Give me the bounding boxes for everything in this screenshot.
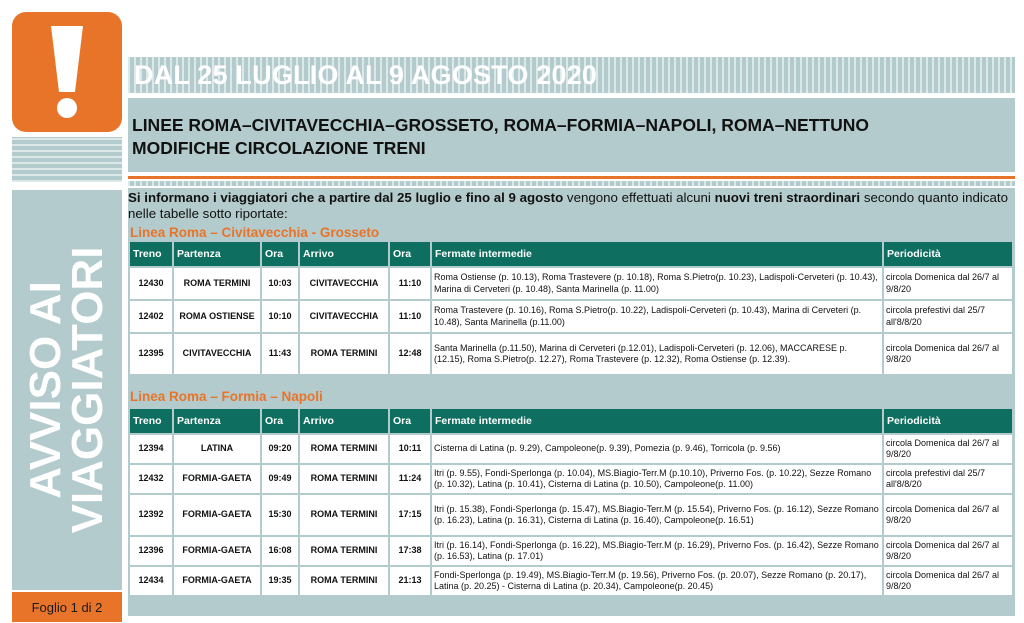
ora-partenza: 09:49	[262, 465, 298, 493]
treno: 12394	[130, 435, 172, 463]
intro-bold-2: nuovi treni straordinari	[714, 190, 861, 205]
partenza: FORMIA-GAETA	[174, 537, 260, 565]
table-civitavecchia	[128, 240, 1014, 376]
partenza: FORMIA-GAETA	[174, 495, 260, 535]
table-napoli	[128, 407, 1014, 597]
partenza: ROMA TERMINI	[174, 268, 260, 299]
col-fermate: Fermate intermedie	[432, 242, 882, 266]
periodicita: circola Domenica dal 26/7 al 9/8/20	[884, 334, 1012, 374]
intro-bold-1: Si informano i viaggiatori che a partire dal 25 luglio e fino al 9 agosto	[128, 190, 564, 205]
fermate: Itri (p. 9.55), Fondi-Sperlonga (p. 10.04), MS.Biagio-Terr.M (p.10.10), Priverno Fos. (p. 10.22), Sezze Romano (p. 10.32), Latina (p. 10.41), Cisterna di Latina (p. 10.50), Campoleone(p. 11.00)	[432, 465, 882, 493]
treno: 12392	[130, 495, 172, 535]
arrivo: ROMA TERMINI	[300, 537, 388, 565]
periodicita: circola Domenica dal 26/7 al 9/8/20	[884, 435, 1012, 463]
line-title-napoli: Linea Roma – Formia – Napoli	[130, 389, 323, 404]
ora-arrivo: 17:38	[390, 537, 430, 565]
periodicita: circola prefestivi dal 25/7 all'8/8/20	[884, 301, 1012, 332]
table-row	[130, 301, 1012, 332]
ora-partenza: 16:08	[262, 537, 298, 565]
partenza: FORMIA-GAETA	[174, 465, 260, 493]
table-header	[130, 409, 1012, 433]
arrivo: CIVITAVECCHIA	[300, 268, 388, 299]
arrivo: ROMA TERMINI	[300, 435, 388, 463]
ora-partenza: 09:20	[262, 435, 298, 463]
treno: 12432	[130, 465, 172, 493]
vertical-text-line2: VIAGGIATORI	[63, 246, 112, 534]
col-arrivo: Arrivo	[300, 409, 388, 433]
col-ora-arrivo: Ora	[390, 242, 430, 266]
left-stripes	[12, 137, 122, 182]
fermate: Fondi-Sperlonga (p. 19.49), MS.Biagio-Terr.M (p. 19.56), Priverno Fos. (p. 20.07), Sezze Romano (p. 20.17), Latina (p. 20.25) - Cisterna di Latina (p. 20.34), Campoleone(p. 20.45)	[432, 567, 882, 595]
ora-partenza: 15:30	[262, 495, 298, 535]
periodicita: circola prefestivi dal 25/7 all'8/8/20	[884, 465, 1012, 493]
vertical-banner-text	[21, 195, 112, 585]
subtitle-line2: MODIFICHE CIRCOLAZIONE TRENI	[132, 138, 426, 158]
periodicita: circola Domenica dal 26/7 al 9/8/20	[884, 495, 1012, 535]
table-row	[130, 567, 1012, 595]
fermate: Itri (p. 15.38), Fondi-Sperlonga (p. 15.47), MS.Biagio-Terr.M (p. 15.54), Priverno Fos. (p. 16.12), Sezze Romano (p. 16.23), Latina (p. 16.31), Cisterna di Latina (p. 16.40), Campoleone(p. 16.51)	[432, 495, 882, 535]
exclamation-icon	[37, 22, 97, 122]
fermate: Roma Trastevere (p. 10.16), Roma S.Pietro(p. 10.22), Ladispoli-Cerveteri (p. 10.43), Marina di Cerveteri (p. 10.48), Santa Marinella (p.11.00)	[432, 301, 882, 332]
partenza: CIVITAVECCHIA	[174, 334, 260, 374]
arrivo: ROMA TERMINI	[300, 334, 388, 374]
page-title: DAL 25 LUGLIO AL 9 AGOSTO 2020	[134, 60, 598, 90]
periodicita: circola Domenica dal 26/7 al 9/8/20	[884, 537, 1012, 565]
treno: 12434	[130, 567, 172, 595]
col-arrivo: Arrivo	[300, 242, 388, 266]
col-periodicita: Periodicità	[884, 242, 1012, 266]
treno: 12396	[130, 537, 172, 565]
line-title-civitavecchia: Linea Roma – Civitavecchia - Grosseto	[130, 225, 380, 240]
col-periodicita: Periodicità	[884, 409, 1012, 433]
divider-stripes	[128, 181, 1015, 186]
vertical-text-line1: AVVISO AI	[21, 281, 70, 499]
col-treno: Treno	[130, 409, 172, 433]
ora-arrivo: 11:24	[390, 465, 430, 493]
ora-arrivo: 11:10	[390, 268, 430, 299]
table-row	[130, 435, 1012, 463]
periodicita: circola Domenica dal 26/7 al 9/8/20	[884, 268, 1012, 299]
subtitle-band	[128, 98, 1015, 172]
fermate: Roma Ostiense (p. 10.13), Roma Trastevere (p. 10.18), Roma S.Pietro(p. 10.23), Ladispoli-Cerveteri (p. 10.43), Marina di Cerveteri (p. 10.48), Santa Marinella (p. 11.00)	[432, 268, 882, 299]
intro-text-2: vengono effettuati alcuni	[563, 190, 715, 205]
arrivo: ROMA TERMINI	[300, 567, 388, 595]
subtitle	[132, 114, 869, 160]
col-fermate: Fermate intermedie	[432, 409, 882, 433]
ora-arrivo: 21:13	[390, 567, 430, 595]
fermate: Cisterna di Latina (p. 9.29), Campoleone(p. 9.39), Pomezia (p. 9.46), Torricola (p. 9.56)	[432, 435, 882, 463]
arrivo: ROMA TERMINI	[300, 495, 388, 535]
fermate: Santa Marinella (p.11.50), Marina di Cerveteri (p.12.01), Ladispoli-Cerveteri (p. 12.06), MACCARESE p. (12.15), Roma S.Pietro(p. 12.27), Roma Trastevere (p. 12.32), Roma Ostiense (p. 12.39).	[432, 334, 882, 374]
col-treno: Treno	[130, 242, 172, 266]
divider	[128, 176, 1015, 179]
table-row	[130, 268, 1012, 299]
col-ora-arrivo: Ora	[390, 409, 430, 433]
ora-arrivo: 17:15	[390, 495, 430, 535]
title-band	[128, 57, 1015, 93]
col-ora-partenza: Ora	[262, 409, 298, 433]
col-partenza: Partenza	[174, 409, 260, 433]
periodicita: circola Domenica dal 26/7 al 9/8/20	[884, 567, 1012, 595]
ora-arrivo: 10:11	[390, 435, 430, 463]
partenza: ROMA OSTIENSE	[174, 301, 260, 332]
intro-text-4: secondo quanto indicato nelle tabelle sotto riportate:	[128, 190, 1008, 221]
treno: 12430	[130, 268, 172, 299]
content-area	[128, 188, 1015, 616]
col-partenza: Partenza	[174, 242, 260, 266]
table-row	[130, 495, 1012, 535]
treno: 12402	[130, 301, 172, 332]
partenza: LATINA	[174, 435, 260, 463]
ora-partenza: 10:10	[262, 301, 298, 332]
ora-partenza: 10:03	[262, 268, 298, 299]
page-indicator: Foglio 1 di 2	[12, 592, 122, 622]
intro-text	[128, 190, 1008, 222]
partenza: FORMIA-GAETA	[174, 567, 260, 595]
arrivo: ROMA TERMINI	[300, 465, 388, 493]
left-column	[12, 12, 122, 616]
arrivo: CIVITAVECCHIA	[300, 301, 388, 332]
table-row	[130, 334, 1012, 374]
ora-arrivo: 12:48	[390, 334, 430, 374]
ora-partenza: 11:43	[262, 334, 298, 374]
fermate: Itri (p. 16.14), Fondi-Sperlonga (p. 16.22), MS.Biagio-Terr.M (p. 16.29), Priverno Fos. (p. 16.42), Sezze Romano (p. 16.53), Latina (p. 17.01)	[432, 537, 882, 565]
table-row	[130, 465, 1012, 493]
table-row	[130, 537, 1012, 565]
table-header	[130, 242, 1012, 266]
alert-box	[12, 12, 122, 132]
ora-arrivo: 11:10	[390, 301, 430, 332]
treno: 12395	[130, 334, 172, 374]
vertical-banner	[12, 190, 122, 590]
subtitle-line1: LINEE ROMA–CIVITAVECCHIA–GROSSETO, ROMA–FORMIA–NAPOLI, ROMA–NETTUNO	[132, 115, 869, 135]
ora-partenza: 19:35	[262, 567, 298, 595]
col-ora-partenza: Ora	[262, 242, 298, 266]
